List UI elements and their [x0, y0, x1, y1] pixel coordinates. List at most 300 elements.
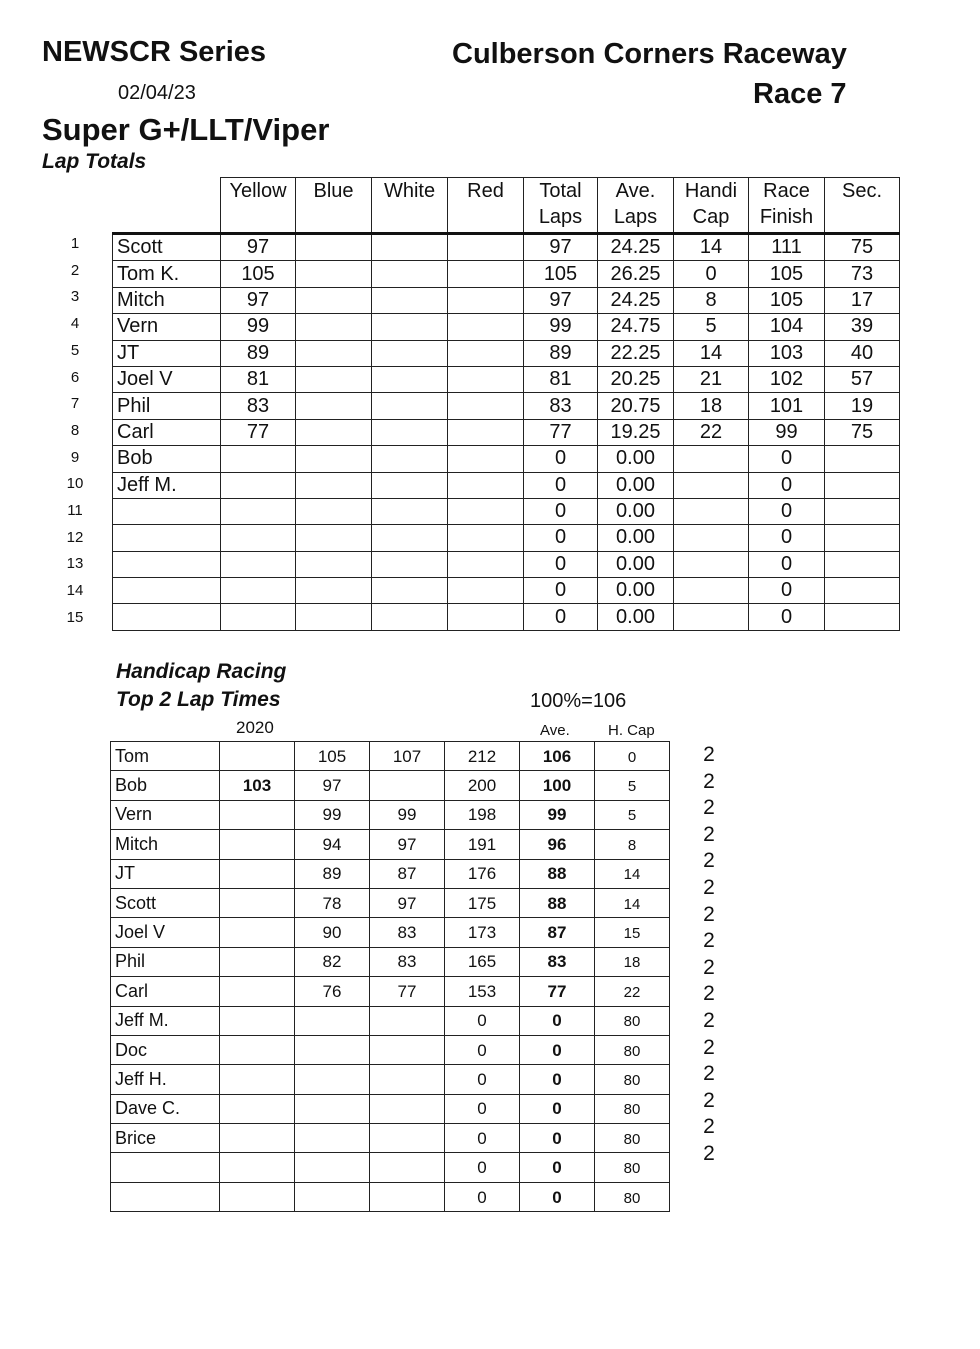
cell-red [448, 525, 524, 551]
cell-handicap: 18 [674, 393, 749, 419]
cell-t2: 97 [370, 830, 445, 859]
cell-yellow: 99 [221, 314, 296, 340]
cell-y2020 [220, 1065, 295, 1094]
lap-count: 2 [703, 1115, 715, 1139]
table-row [113, 366, 900, 392]
cell-sec: 39 [825, 314, 900, 340]
table-row [113, 261, 900, 287]
cell-t2 [370, 1153, 445, 1182]
cell-red [448, 261, 524, 287]
column-header-line1: Total [539, 180, 582, 202]
column-header [524, 178, 598, 234]
cell-finish: 105 [749, 261, 825, 287]
row-number: 15 [66, 608, 84, 626]
cell-blue [296, 498, 372, 524]
row-number: 1 [70, 235, 80, 252]
cell-name: Scott [113, 234, 221, 261]
cell-name: Mitch [113, 287, 221, 313]
cell-name: Brice [111, 1124, 220, 1153]
cell-name [113, 525, 221, 551]
cell-t1: 99 [295, 800, 370, 829]
class-title: Super G+/LLT/Viper [42, 112, 330, 147]
cell-y2020 [220, 1094, 295, 1123]
row-number: 3 [70, 288, 80, 306]
cell-sum: 176 [445, 859, 520, 888]
cell-red [448, 234, 524, 261]
row-number: 11 [67, 502, 83, 519]
cell-sec [825, 525, 900, 551]
table-row [111, 947, 670, 976]
cell-name: JT [113, 340, 221, 366]
cell-handicap: 22 [674, 419, 749, 445]
row-number: 10 [66, 475, 84, 493]
cell-t1 [295, 1094, 370, 1123]
cell-ave: 20.75 [598, 393, 674, 419]
cell-white [372, 340, 448, 366]
cell-hcap: 80 [595, 1182, 670, 1211]
cell-blue [296, 472, 372, 498]
cell-white [372, 261, 448, 287]
cell-t2 [370, 1124, 445, 1153]
cell-name: Bob [111, 771, 220, 800]
cell-name [111, 1182, 220, 1211]
header-blank-cell [113, 178, 221, 234]
cell-sum: 0 [445, 1182, 520, 1211]
cell-hcap: 8 [595, 830, 670, 859]
cell-yellow [221, 525, 296, 551]
cell-name: Mitch [111, 830, 220, 859]
cell-ave: 77 [520, 977, 595, 1006]
cell-name: Phil [111, 947, 220, 976]
cell-y2020 [220, 830, 295, 859]
cell-finish: 111 [749, 234, 825, 261]
cell-ave: 100 [520, 771, 595, 800]
row-number: 4 [70, 315, 80, 333]
table-row [113, 604, 900, 630]
cell-yellow [221, 472, 296, 498]
cell-ave: 0 [520, 1153, 595, 1182]
cell-t1: 97 [295, 771, 370, 800]
table-row [111, 1006, 670, 1035]
lap-count: 2 [703, 796, 715, 820]
cell-hcap: 80 [595, 1065, 670, 1094]
table-row [113, 234, 900, 261]
cell-red [448, 446, 524, 472]
lap-count: 2 [703, 1142, 715, 1165]
cell-t2 [370, 1094, 445, 1123]
cell-red [448, 498, 524, 524]
cell-name: Jeff M. [111, 1006, 220, 1035]
lap-count: 2 [703, 849, 715, 873]
cell-t2 [370, 1065, 445, 1094]
cell-ave: 0 [520, 1182, 595, 1211]
cell-red [448, 472, 524, 498]
cell-name: Tom [111, 742, 220, 771]
cell-t2 [370, 1006, 445, 1035]
cell-y2020 [220, 859, 295, 888]
cell-handicap [674, 446, 749, 472]
cell-red [448, 366, 524, 392]
cell-white [372, 393, 448, 419]
cell-t2 [370, 1035, 445, 1064]
cell-total: 97 [524, 234, 598, 261]
cell-white [372, 604, 448, 630]
table-row [111, 918, 670, 947]
cell-yellow [221, 604, 296, 630]
table-row [111, 1094, 670, 1123]
column-header-line1: Race [763, 180, 810, 202]
cell-sec: 73 [825, 261, 900, 287]
cell-y2020 [220, 1124, 295, 1153]
year-label: 2020 [236, 718, 274, 737]
table-row [111, 859, 670, 888]
cell-finish: 101 [749, 393, 825, 419]
cell-blue [296, 578, 372, 604]
cell-total: 0 [524, 525, 598, 551]
table-row [111, 977, 670, 1006]
cell-name: Bob [113, 446, 221, 472]
cell-ave: 22.25 [598, 340, 674, 366]
column-header-line1: Red [467, 180, 504, 202]
cell-ave: 0 [520, 1124, 595, 1153]
cell-t1: 94 [295, 830, 370, 859]
cell-y2020 [220, 800, 295, 829]
cell-yellow: 97 [221, 287, 296, 313]
cell-ave: 0.00 [598, 472, 674, 498]
cell-hcap: 14 [595, 859, 670, 888]
cell-white [372, 446, 448, 472]
series-title: NEWSCR Series [42, 36, 267, 68]
cell-t2 [370, 1182, 445, 1211]
lap-count: 2 [703, 1035, 715, 1059]
table-row [111, 1035, 670, 1064]
lap-count: 2 [703, 1088, 715, 1112]
cell-red [448, 419, 524, 445]
cell-finish: 0 [749, 525, 825, 551]
cell-yellow: 89 [221, 340, 296, 366]
cell-t1 [295, 1182, 370, 1211]
cell-t1 [295, 1153, 370, 1182]
column-header [825, 178, 900, 234]
table-row [113, 525, 900, 551]
cell-y2020 [220, 977, 295, 1006]
cell-t1 [295, 1035, 370, 1064]
cell-t1 [295, 1065, 370, 1094]
cell-hcap: 0 [595, 742, 670, 771]
cell-ave: 0 [520, 1065, 595, 1094]
table-row [111, 830, 670, 859]
cell-red [448, 393, 524, 419]
cell-red [448, 340, 524, 366]
column-header-line2: Laps [613, 206, 658, 228]
cell-t1 [295, 1124, 370, 1153]
cell-blue [296, 234, 372, 261]
cell-sec: 40 [825, 340, 900, 366]
cell-yellow [221, 498, 296, 524]
lap-count: 2 [703, 743, 715, 766]
table-row [111, 1124, 670, 1153]
table-row [111, 800, 670, 829]
cell-yellow: 83 [221, 393, 296, 419]
row-number: 2 [70, 261, 80, 279]
cell-ave: 83 [520, 947, 595, 976]
cell-y2020: 103 [220, 771, 295, 800]
table-row [111, 742, 670, 771]
cell-total: 0 [524, 446, 598, 472]
table-row [111, 771, 670, 800]
cell-yellow: 77 [221, 419, 296, 445]
lap-count: 2 [703, 1009, 715, 1032]
cell-hcap: 18 [595, 947, 670, 976]
cell-y2020 [220, 1035, 295, 1064]
cell-blue [296, 446, 372, 472]
ave-label: Ave. [540, 722, 570, 739]
cell-name: Doc [111, 1035, 220, 1064]
cell-sec: 57 [825, 366, 900, 392]
cell-name: Jeff H. [111, 1065, 220, 1094]
cell-t2: 87 [370, 859, 445, 888]
cell-sec [825, 551, 900, 577]
cell-t2: 107 [370, 742, 445, 771]
cell-total: 99 [524, 314, 598, 340]
cell-ave: 0.00 [598, 551, 674, 577]
top-lap-times-heading: Top 2 Lap Times [116, 688, 281, 711]
lap-totals-table [112, 177, 900, 631]
cell-ave: 20.25 [598, 366, 674, 392]
cell-handicap: 14 [674, 340, 749, 366]
cell-name: Joel V [113, 366, 221, 392]
cell-hcap: 14 [595, 888, 670, 917]
row-number: 7 [70, 395, 80, 413]
cell-hcap: 80 [595, 1153, 670, 1182]
cell-y2020 [220, 1153, 295, 1182]
cell-ave: 106 [520, 742, 595, 771]
cell-total: 0 [524, 578, 598, 604]
lap-count: 2 [703, 955, 715, 979]
column-header [749, 178, 825, 234]
cell-name: Joel V [111, 918, 220, 947]
handicap-racing-heading: Handicap Racing [116, 660, 287, 683]
cell-name: Vern [111, 800, 220, 829]
cell-sec: 75 [825, 234, 900, 261]
cell-sum: 0 [445, 1124, 520, 1153]
cell-blue [296, 525, 372, 551]
cell-sec [825, 604, 900, 630]
cell-ave: 87 [520, 918, 595, 947]
cell-hcap: 15 [595, 918, 670, 947]
row-number: 9 [70, 448, 80, 466]
cell-t1: 89 [295, 859, 370, 888]
cell-finish: 0 [749, 498, 825, 524]
lap-count: 2 [703, 929, 715, 953]
lap-totals-heading: Lap Totals [42, 150, 147, 173]
cell-ave: 0 [520, 1035, 595, 1064]
race-date: 02/04/23 [118, 82, 196, 104]
cell-total: 0 [524, 498, 598, 524]
cell-handicap: 14 [674, 234, 749, 261]
cell-sum: 0 [445, 1035, 520, 1064]
lap-count: 2 [703, 902, 715, 926]
table-row [113, 340, 900, 366]
cell-t1: 82 [295, 947, 370, 976]
cell-ave: 0 [520, 1006, 595, 1035]
cell-sec: 17 [825, 287, 900, 313]
cell-sum: 0 [445, 1153, 520, 1182]
cell-sum: 175 [445, 888, 520, 917]
cell-finish: 104 [749, 314, 825, 340]
cell-sec: 19 [825, 393, 900, 419]
cell-white [372, 578, 448, 604]
cell-ave: 0.00 [598, 604, 674, 630]
cell-ave: 26.25 [598, 261, 674, 287]
cell-t2: 83 [370, 918, 445, 947]
cell-ave: 99 [520, 800, 595, 829]
cell-sum: 191 [445, 830, 520, 859]
cell-handicap: 8 [674, 287, 749, 313]
cell-total: 0 [524, 604, 598, 630]
cell-sum: 0 [445, 1094, 520, 1123]
cell-handicap [674, 604, 749, 630]
cell-ave: 88 [520, 888, 595, 917]
cell-hcap: 22 [595, 977, 670, 1006]
cell-sum: 212 [445, 742, 520, 771]
column-header [448, 178, 524, 234]
cell-handicap: 0 [674, 261, 749, 287]
cell-name: Carl [111, 977, 220, 1006]
cell-blue [296, 287, 372, 313]
cell-ave: 0.00 [598, 498, 674, 524]
table-row [113, 419, 900, 445]
row-number: 8 [70, 421, 80, 439]
cell-hcap: 5 [595, 800, 670, 829]
cell-total: 83 [524, 393, 598, 419]
cell-yellow: 81 [221, 366, 296, 392]
cell-ave: 0.00 [598, 525, 674, 551]
cell-white [372, 419, 448, 445]
cell-finish: 0 [749, 472, 825, 498]
cell-total: 89 [524, 340, 598, 366]
cell-name [113, 498, 221, 524]
table-row [111, 888, 670, 917]
cell-sec [825, 498, 900, 524]
cell-sum: 0 [445, 1006, 520, 1035]
cell-blue [296, 366, 372, 392]
cell-hcap: 80 [595, 1035, 670, 1064]
cell-t1 [295, 1006, 370, 1035]
cell-blue [296, 340, 372, 366]
cell-red [448, 314, 524, 340]
cell-finish: 102 [749, 366, 825, 392]
cell-name [113, 551, 221, 577]
row-number: 14 [66, 582, 84, 600]
cell-red [448, 551, 524, 577]
cell-y2020 [220, 888, 295, 917]
cell-y2020 [220, 947, 295, 976]
table-row [111, 1182, 670, 1211]
cell-yellow [221, 446, 296, 472]
race-number: Race 7 [753, 78, 847, 110]
cell-handicap: 21 [674, 366, 749, 392]
cell-name: Scott [111, 888, 220, 917]
cell-t1: 105 [295, 742, 370, 771]
column-header-line2: Finish [759, 206, 814, 228]
cell-handicap [674, 472, 749, 498]
cell-name [111, 1153, 220, 1182]
cell-t2: 83 [370, 947, 445, 976]
cell-white [372, 472, 448, 498]
column-header-line2: Laps [538, 206, 583, 228]
table-row [113, 314, 900, 340]
cell-hcap: 80 [595, 1094, 670, 1123]
cell-handicap [674, 578, 749, 604]
cell-y2020 [220, 1006, 295, 1035]
cell-white [372, 234, 448, 261]
row-number: 6 [70, 368, 80, 386]
cell-total: 0 [524, 551, 598, 577]
row-number: 13 [66, 555, 84, 573]
cell-hcap: 80 [595, 1124, 670, 1153]
cell-name: Jeff M. [113, 472, 221, 498]
column-header-line2: Cap [692, 206, 730, 228]
column-header [598, 178, 674, 234]
column-header-line1: Sec. [841, 180, 883, 202]
cell-red [448, 604, 524, 630]
cell-name: Tom K. [113, 261, 221, 287]
table-row [113, 578, 900, 604]
column-header [296, 178, 372, 234]
table-row [113, 498, 900, 524]
cell-finish: 0 [749, 578, 825, 604]
cell-hcap: 5 [595, 771, 670, 800]
column-header-line1: Handi [684, 180, 738, 202]
cell-white [372, 551, 448, 577]
cell-handicap: 5 [674, 314, 749, 340]
cell-sec [825, 446, 900, 472]
cell-y2020 [220, 742, 295, 771]
cell-handicap [674, 498, 749, 524]
cell-white [372, 525, 448, 551]
cell-ave: 88 [520, 859, 595, 888]
cell-white [372, 287, 448, 313]
cell-finish: 0 [749, 551, 825, 577]
column-header [372, 178, 448, 234]
row-number: 12 [66, 528, 84, 546]
cell-name: JT [111, 859, 220, 888]
cell-name [113, 604, 221, 630]
percent-note: 100%=106 [530, 690, 627, 712]
column-header-line1: Blue [313, 180, 354, 202]
lap-count: 2 [703, 876, 715, 899]
cell-ave: 0.00 [598, 578, 674, 604]
lap-count: 2 [703, 822, 715, 846]
cell-name: Dave C. [111, 1094, 220, 1123]
cell-sum: 165 [445, 947, 520, 976]
cell-blue [296, 314, 372, 340]
column-header-line1: White [383, 180, 436, 202]
cell-white [372, 366, 448, 392]
cell-blue [296, 261, 372, 287]
cell-finish: 103 [749, 340, 825, 366]
cell-y2020 [220, 1182, 295, 1211]
cell-name [113, 578, 221, 604]
cell-ave: 0 [520, 1094, 595, 1123]
cell-handicap [674, 551, 749, 577]
cell-yellow: 97 [221, 234, 296, 261]
cell-t2: 99 [370, 800, 445, 829]
cell-ave: 0.00 [598, 446, 674, 472]
cell-yellow [221, 551, 296, 577]
cell-blue [296, 419, 372, 445]
